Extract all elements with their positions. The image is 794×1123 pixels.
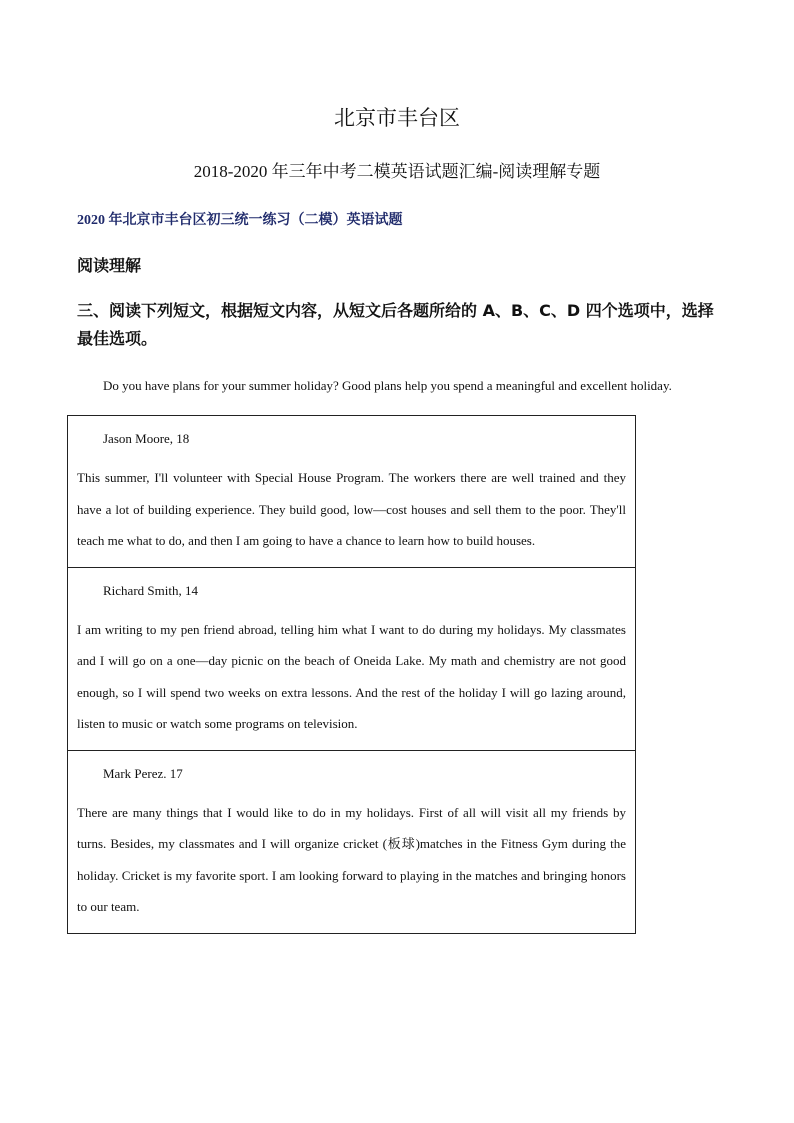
document-subtitle: 2018-2020 年三年中考二模英语试题汇编-阅读理解专题 — [193, 162, 601, 181]
section-label: 阅读理解 — [77, 258, 142, 275]
exam-title: 2020 年北京市丰台区初三统一练习（二模）英语试题 — [77, 213, 403, 228]
document-title: 北京市丰台区 — [334, 106, 460, 130]
section-instruction: 三、阅读下列短文，根据短文内容，从短文后各题所给的 A、B、C、D 四个选项中，选择最佳选项。 — [77, 301, 714, 348]
entry-mark-perez — [68, 750, 635, 933]
entry-text: I am writing to my pen friend abroad, telling him what I want to do during my holidays. My classmates and I will go on a one—day picnic on the beach of Oneida Lake. My math and chemistry are not good enough, so I will spend two weeks on extra lessons. And the rest of the holiday I will go lazing around, listen to music or watch some programs on television. — [77, 621, 626, 731]
entry-author: Jason Moore, 18 — [103, 431, 190, 446]
passage-intro: Do you have plans for your summer holiday? Good plans help you spend a meaningful and excellent holiday. — [103, 378, 672, 393]
entry-author: Richard Smith, 14 — [103, 582, 198, 598]
entry-author: Mark Perez. 17 — [103, 765, 183, 781]
entry-richard-smith — [68, 567, 635, 750]
entry-text: This summer, I'll volunteer with Special House Program. The workers there are well trained and they have a lot of building experience. They build good, low—cost houses and sell them to the poor. They'll teach me what to do, and then I am going to have a chance to learn how to build houses. — [77, 470, 626, 548]
entry-text: There are many things that I would like to do in my holidays. First of all will visit all my friends by turns. Besides, my classmates and I will organize cricket (板球)matches in the Fitness Gym during the holiday. Cricket is my favorite sport. I am looking forward to playing in the matches and bringing honors to our team. — [77, 804, 626, 914]
passage-entries-table — [67, 415, 636, 934]
entry-jason-moore — [68, 416, 635, 567]
